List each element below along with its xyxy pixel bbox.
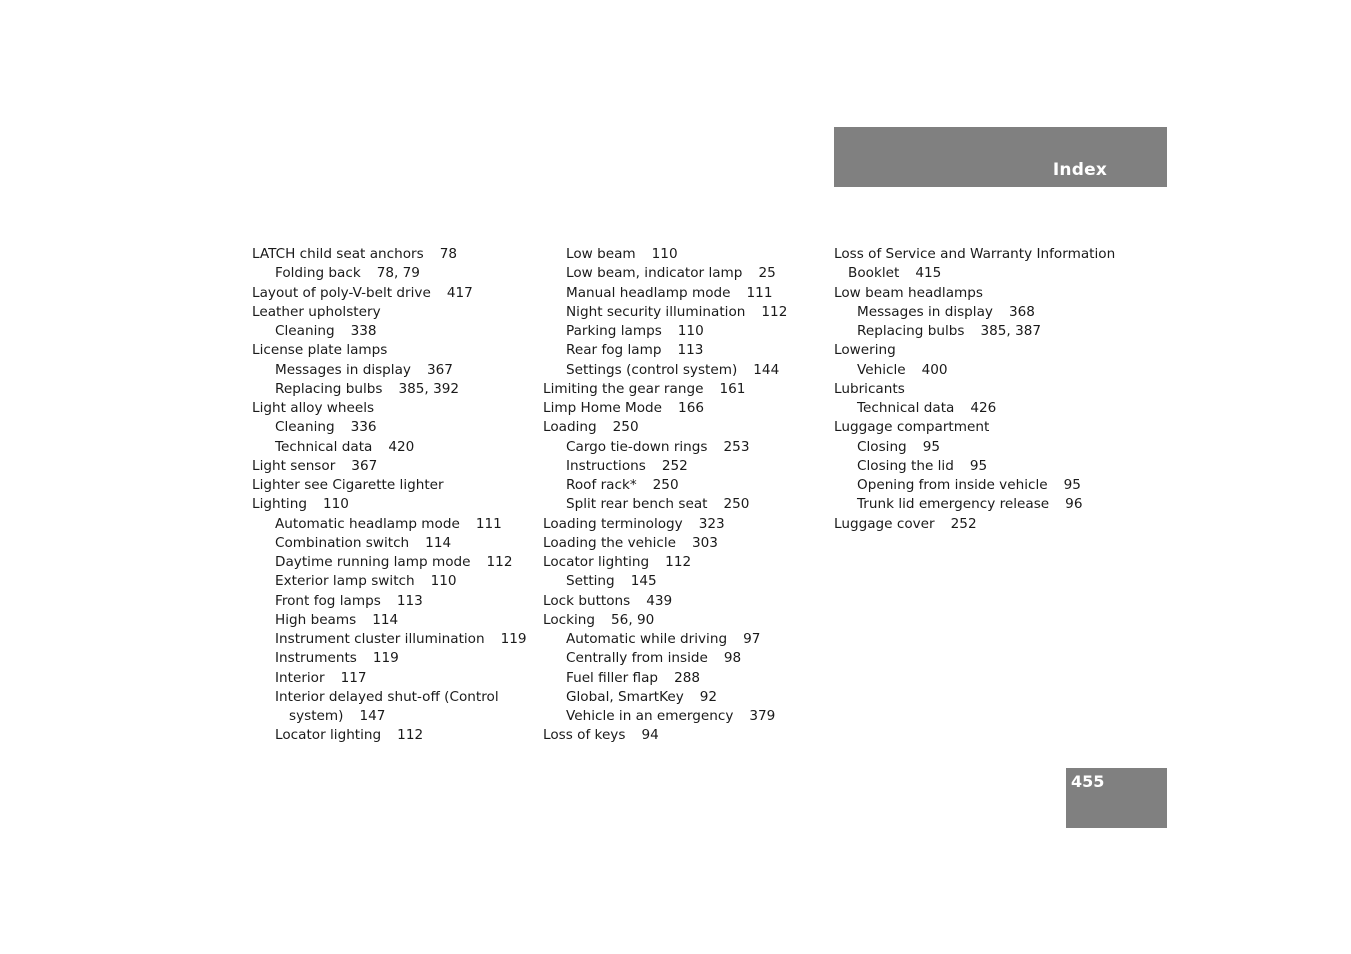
index-page-ref[interactable]: 379 <box>749 708 776 724</box>
index-entry <box>834 515 1134 534</box>
index-entry <box>252 457 532 476</box>
index-term: Settings (control system) <box>566 361 738 378</box>
index-term: Leather upholstery <box>252 303 381 320</box>
index-term: Instructions <box>566 457 646 474</box>
index-term: Folding back <box>275 265 361 282</box>
index-page-ref[interactable]: 96 <box>1065 496 1083 513</box>
index-page-ref[interactable]: 95 <box>922 438 941 455</box>
index-page-ref[interactable]: 367 <box>351 457 378 474</box>
index-subentry <box>252 726 532 745</box>
index-subentry <box>834 264 1134 283</box>
index-entry <box>834 380 1134 399</box>
index-page-ref[interactable]: 112 <box>397 727 424 744</box>
index-subentry <box>252 630 532 649</box>
index-subentry <box>543 649 823 668</box>
index-entry <box>252 303 532 322</box>
index-term: Light sensor <box>252 457 336 474</box>
index-term: Loading terminology <box>543 515 683 532</box>
index-subentry <box>543 361 823 380</box>
index-subentry <box>252 707 532 726</box>
index-page-ref[interactable]: 250 <box>612 419 639 436</box>
index-term: Interior <box>275 669 325 686</box>
index-term: Lighter see Cigarette lighter <box>252 477 444 493</box>
index-page-ref[interactable]: 166 <box>678 400 704 416</box>
index-subentry <box>543 572 823 591</box>
index-term: Low beam headlamps <box>834 284 983 301</box>
index-entry <box>543 380 823 399</box>
index-subentry <box>252 669 532 688</box>
index-term: Combination switch <box>275 534 410 551</box>
index-entry <box>834 245 1134 264</box>
index-term: Roof rack* <box>566 477 637 493</box>
index-page-ref[interactable]: 114 <box>372 611 399 628</box>
index-page-ref[interactable]: 92 <box>699 688 718 705</box>
index-subentry <box>543 495 823 514</box>
index-page-ref[interactable]: 144 <box>753 361 780 378</box>
index-page-ref[interactable]: 252 <box>950 515 977 532</box>
index-subentry <box>543 303 823 322</box>
index-term: Fuel filler flap <box>566 669 659 686</box>
index-term: Replacing bulbs <box>857 323 965 339</box>
index-subentry <box>252 649 532 668</box>
index-term: Manual headlamp mode <box>566 284 731 301</box>
index-page-ref[interactable]: 439 <box>646 592 673 609</box>
index-page-ref[interactable]: 119 <box>500 631 527 647</box>
index-subentry <box>834 322 1134 341</box>
index-term: Automatic while driving <box>566 631 728 647</box>
index-page-ref[interactable]: 112 <box>665 554 692 570</box>
index-entry <box>543 399 823 418</box>
index-column-1 <box>252 245 532 746</box>
index-term: Locator lighting <box>543 554 650 570</box>
index-subentry <box>252 515 532 534</box>
index-subentry <box>252 553 532 572</box>
index-page-ref[interactable]: 94 <box>641 727 659 744</box>
index-page-ref[interactable]: 98 <box>723 650 742 667</box>
index-entry <box>252 476 532 495</box>
index-page-ref[interactable]: 338 <box>350 323 377 339</box>
index-term: Instrument cluster illumination <box>275 631 485 647</box>
index-subentry <box>252 592 532 611</box>
index-term: Limp Home Mode <box>543 400 663 416</box>
index-page-ref[interactable]: 78 <box>439 246 458 262</box>
index-subentry <box>543 669 823 688</box>
index-term: Cargo tie-down rings <box>566 438 708 455</box>
index-page-ref[interactable]: 111 <box>475 515 502 532</box>
index-page-ref[interactable]: 113 <box>677 342 704 359</box>
index-column-2 <box>543 245 823 746</box>
index-subentry <box>252 418 532 437</box>
index-subentry <box>834 457 1134 476</box>
index-page-ref[interactable]: 323 <box>698 515 725 532</box>
index-term: Light alloy wheels <box>252 400 375 416</box>
index-term: Setting <box>566 573 615 590</box>
index-page-ref[interactable]: 420 <box>388 438 415 455</box>
index-term: Loading <box>543 419 597 436</box>
index-subentry <box>252 688 532 707</box>
index-subentry <box>252 534 532 553</box>
index-term: Parking lamps <box>566 323 662 339</box>
index-page-ref[interactable]: 110 <box>677 323 704 339</box>
index-term: Lowering <box>834 342 896 359</box>
index-subentry <box>834 361 1134 380</box>
index-term: Front fog lamps <box>275 592 381 609</box>
section-header-tab <box>834 127 1167 187</box>
index-entry <box>252 284 532 303</box>
index-term: Rear fog lamp <box>566 342 662 359</box>
index-entry <box>543 515 823 534</box>
index-term: Lubricants <box>834 380 905 397</box>
index-page-ref[interactable]: 117 <box>340 669 367 686</box>
index-term: Low beam, indicator lamp <box>566 265 743 282</box>
index-term: Automatic headlamp mode <box>275 515 460 532</box>
index-page-ref[interactable]: 97 <box>743 631 761 647</box>
index-term: Split rear bench seat <box>566 496 708 513</box>
index-term: Closing the lid <box>857 457 954 474</box>
index-page-ref[interactable]: 147 <box>359 708 386 724</box>
index-page-ref[interactable]: 426 <box>970 400 997 416</box>
index-entry <box>252 245 532 264</box>
index-subentry <box>543 707 823 726</box>
index-term: Global, SmartKey <box>566 688 684 705</box>
index-page-ref[interactable]: 288 <box>674 669 701 686</box>
index-column-3 <box>834 245 1134 534</box>
index-subentry <box>543 457 823 476</box>
index-term: Lock buttons <box>543 592 631 609</box>
index-page-ref[interactable]: 110 <box>322 496 349 513</box>
index-page-ref[interactable]: 112 <box>486 554 513 570</box>
index-term: Lighting <box>252 496 307 513</box>
index-subentry <box>252 264 532 283</box>
index-term: Daytime running lamp mode <box>275 554 471 570</box>
page-number: 455 <box>1071 772 1105 791</box>
index-term: High beams <box>275 611 357 628</box>
index-page-ref[interactable]: 95 <box>969 457 988 474</box>
index-term: Locator lighting <box>275 727 382 744</box>
index-page-ref[interactable]: 303 <box>692 534 718 551</box>
index-term: Limiting the gear range <box>543 380 704 397</box>
index-subentry <box>252 380 532 399</box>
index-term: Loss of keys <box>543 727 626 744</box>
index-term: Interior delayed shut-off (Control <box>275 688 499 705</box>
page-number-tab <box>1066 768 1167 828</box>
index-subentry <box>252 322 532 341</box>
index-entry <box>252 495 532 514</box>
index-page-ref[interactable]: 368 <box>1008 303 1035 320</box>
index-subentry <box>834 495 1134 514</box>
index-term: Loss of Service and Warranty Information <box>834 246 1116 262</box>
index-entry <box>543 534 823 553</box>
index-subentry <box>834 399 1134 418</box>
index-page-ref[interactable]: 25 <box>758 265 776 282</box>
index-page-ref[interactable]: 252 <box>661 457 688 474</box>
index-term: Closing <box>857 438 907 455</box>
index-page-ref[interactable]: 385, 392 <box>398 380 460 397</box>
index-page-ref[interactable]: 415 <box>915 265 942 282</box>
index-page-ref[interactable]: 110 <box>651 246 678 262</box>
index-entry <box>834 418 1134 437</box>
index-term: Locking <box>543 611 596 628</box>
index-term: Vehicle in an emergency <box>566 708 734 724</box>
index-page-ref[interactable]: 161 <box>719 380 746 397</box>
index-subentry <box>543 688 823 707</box>
index-page-ref[interactable]: 250 <box>723 496 750 513</box>
index-term: Loading the vehicle <box>543 534 676 551</box>
index-term: Cleaning <box>275 323 335 339</box>
index-term: Messages in display <box>857 303 993 320</box>
index-entry <box>834 341 1134 360</box>
index-entry <box>543 611 823 630</box>
index-entry <box>543 592 823 611</box>
section-title: Index <box>1052 160 1107 180</box>
index-term: License plate lamps <box>252 342 388 359</box>
index-page-ref[interactable]: 400 <box>921 361 948 378</box>
index-subentry <box>543 322 823 341</box>
index-subentry <box>252 438 532 457</box>
index-page-ref[interactable]: 56, 90 <box>611 611 655 628</box>
index-page-ref[interactable]: 253 <box>723 438 750 455</box>
index-subentry <box>543 284 823 303</box>
index-term: Instruments <box>275 650 357 667</box>
index-term: Messages in display <box>275 361 411 378</box>
index-term: system) <box>289 708 344 724</box>
index-term: Exterior lamp switch <box>275 573 415 590</box>
index-page-ref[interactable]: 417 <box>446 284 473 301</box>
index-entry <box>252 399 532 418</box>
index-page-ref[interactable]: 78, 79 <box>376 265 420 282</box>
index-term: Technical data <box>857 400 955 416</box>
index-page-ref[interactable]: 336 <box>350 419 377 436</box>
index-term: Centrally from inside <box>566 650 708 667</box>
index-subentry <box>834 476 1134 495</box>
index-term: Luggage cover <box>834 515 935 532</box>
index-entry <box>252 341 532 360</box>
index-page-ref[interactable]: 250 <box>652 477 679 493</box>
index-page-ref[interactable]: 95 <box>1063 477 1081 493</box>
index-term: Layout of poly-V-belt drive <box>252 284 431 301</box>
index-entry <box>834 284 1134 303</box>
index-term: Opening from inside vehicle <box>857 477 1048 493</box>
index-subentry <box>252 611 532 630</box>
index-term: Vehicle <box>857 361 906 378</box>
index-subentry <box>543 438 823 457</box>
index-term: Low beam <box>566 246 636 262</box>
index-subentry <box>543 476 823 495</box>
index-subentry <box>543 341 823 360</box>
index-subentry <box>834 438 1134 457</box>
index-subentry <box>543 264 823 283</box>
index-page-ref[interactable]: 145 <box>630 573 657 590</box>
index-term: Luggage compartment <box>834 419 990 436</box>
index-page-ref[interactable]: 110 <box>430 573 457 590</box>
index-page-ref[interactable]: 112 <box>761 303 788 320</box>
index-page-ref[interactable]: 367 <box>426 361 453 378</box>
index-term: Trunk lid emergency release <box>857 496 1050 513</box>
index-term: Replacing bulbs <box>275 380 383 397</box>
index-entry <box>543 418 823 437</box>
index-subentry <box>834 303 1134 322</box>
index-page-ref[interactable]: 114 <box>425 534 452 551</box>
index-page-ref[interactable]: 385, 387 <box>980 323 1042 339</box>
index-page-ref[interactable]: 113 <box>396 592 423 609</box>
index-page-ref[interactable]: 119 <box>372 650 399 667</box>
index-term: Cleaning <box>275 419 335 436</box>
index-subentry <box>543 245 823 264</box>
index-page-ref[interactable]: 111 <box>746 284 773 301</box>
index-entry <box>543 553 823 572</box>
index-subentry <box>252 361 532 380</box>
index-term: LATCH child seat anchors <box>252 246 424 262</box>
index-term: Technical data <box>275 438 373 455</box>
index-entry <box>543 726 823 745</box>
index-subentry <box>543 630 823 649</box>
index-term: Booklet <box>848 265 900 282</box>
index-term: Night security illumination <box>566 303 746 320</box>
index-subentry <box>252 572 532 591</box>
